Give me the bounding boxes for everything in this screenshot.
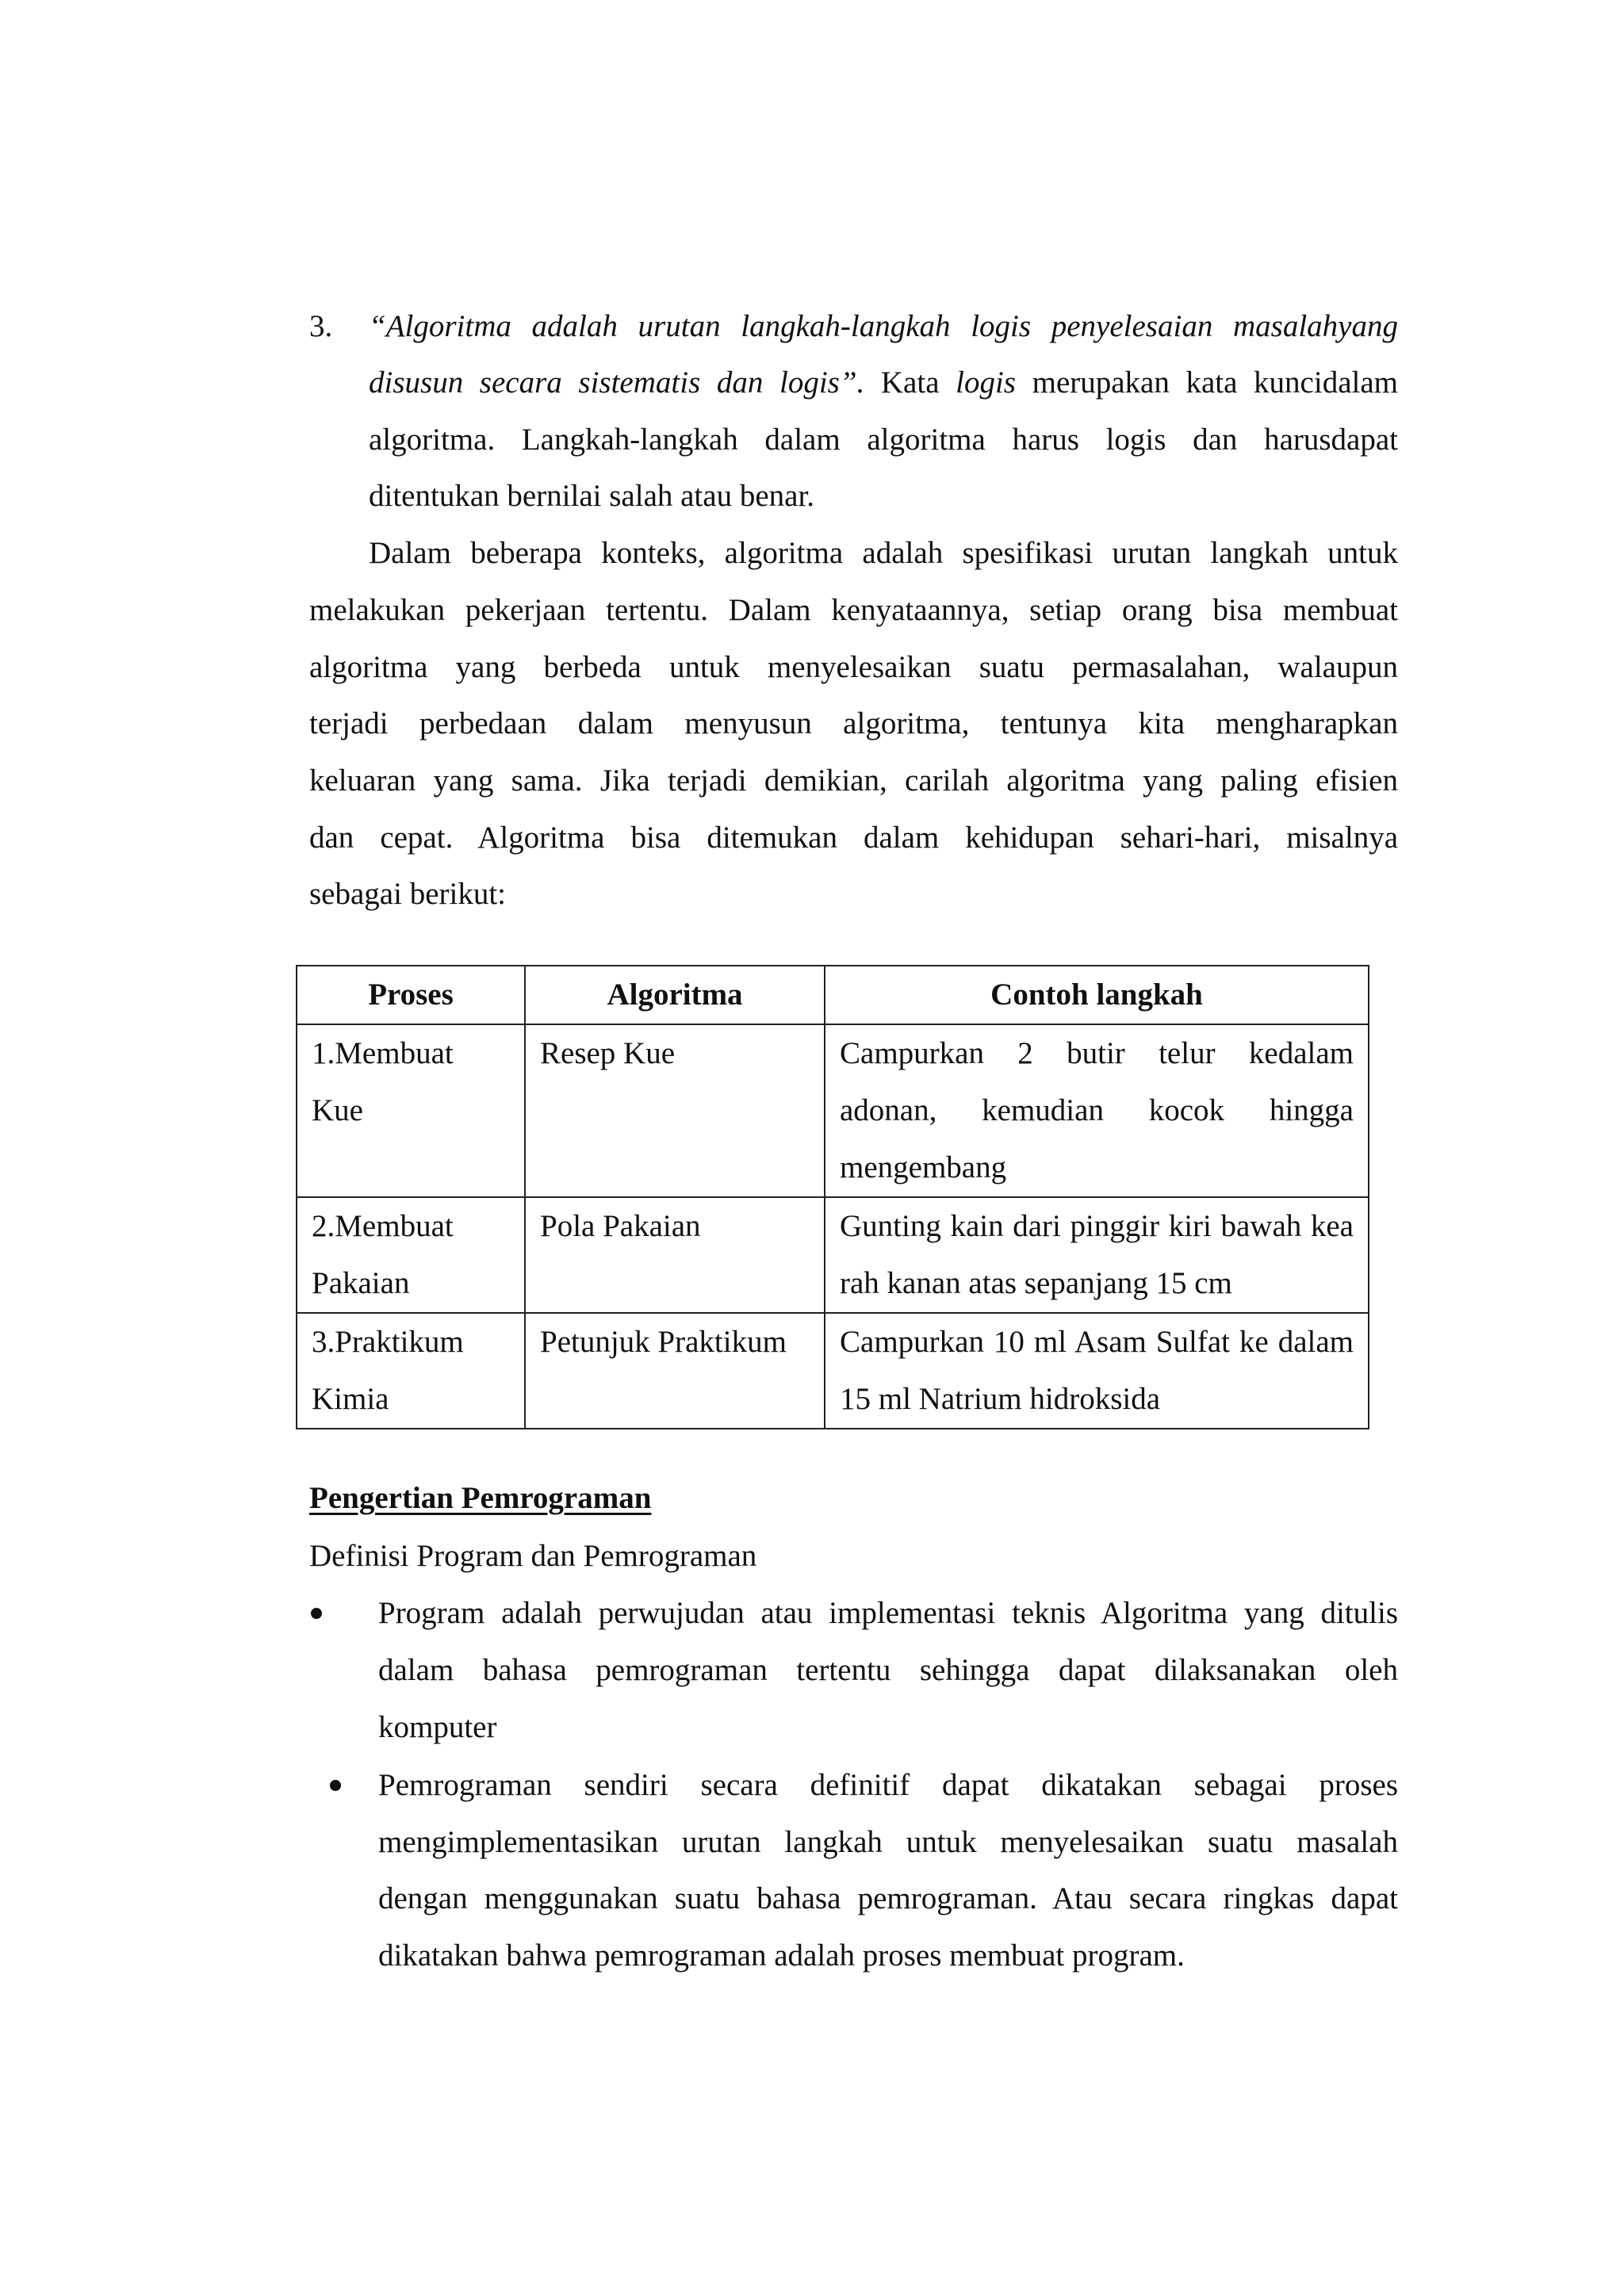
cell-algoritma: Pola Pakaian [525,1197,825,1313]
logis-term: logis [956,365,1016,400]
section-heading: Pengertian Pemrograman [309,1481,652,1515]
definition-quote-line-1: “Algoritma adalah urutan langkah-langkah logis penyelesaian masalahyang [369,309,1398,343]
bullet-1-line: dalam bahasa pemrograman tertentu sehingga dapat dilaksanakan oleh [378,1653,1398,1687]
quote-end: disusun secara sistematis dan logis”. [369,365,865,400]
table-row [297,1313,1369,1429]
header-algoritma: Algoritma [525,966,825,1024]
paragraph-line: sebagai berikut: [309,877,506,911]
bullet-1-line: Program adalah perwujudan atau implementasi teknis Algoritma yang ditulis [378,1596,1398,1630]
bullet-2-line: mengimplementasikan urutan langkah untuk menyelesaikan suatu masalah [378,1825,1398,1859]
text-fragment: merupakan kata kuncidalam [1016,365,1398,400]
cell-proses: 2.Membuat Pakaian [297,1197,525,1313]
table-header-row [297,966,1369,1024]
algorithm-examples-table [296,965,1369,1429]
header-proses: Proses [297,966,525,1024]
definition-quote-line-2 [369,367,1398,398]
definition-line-4: ditentukan bernilai salah atau benar. [369,479,815,513]
bullet-1-line: komputer [378,1710,497,1744]
paragraph-line: melakukan pekerjaan tertentu. Dalam kenyataannya, setiap orang bisa membuat [309,593,1398,627]
cell-proses: 1.Membuat Kue [297,1024,525,1197]
cell-contoh: Gunting kain dari pinggir kiri bawah kea rah kanan atas sepanjang 15 cm [825,1197,1369,1313]
definition-line-3: algoritma. Langkah-langkah dalam algoritma harus logis dan harusdapat [369,423,1398,457]
paragraph-line: Dalam beberapa konteks, algoritma adalah spesifikasi urutan langkah untuk [369,536,1398,570]
text-fragment: Kata [864,365,956,400]
paragraph-line: keluaran yang sama. Jika terjadi demikian, carilah algoritma yang paling efisien [309,763,1398,798]
paragraph-line: terjadi perbedaan dalam menyusun algoritma, tentunya kita mengharapkan [309,706,1398,740]
header-contoh-langkah: Contoh langkah [825,966,1369,1024]
bullet-dot-icon [311,1608,322,1619]
table-row [297,1024,1369,1197]
cell-contoh: Campurkan 2 butir telur kedalam adonan, kemudian kocok hingga mengembang [825,1024,1369,1197]
paragraph-line: algoritma yang berbeda untuk menyelesaikan suatu permasalahan, walaupun [309,650,1398,684]
cell-algoritma: Resep Kue [525,1024,825,1197]
bullet-2-line: dikatakan bahwa pemrograman adalah proses membuat program. [378,1938,1185,1973]
section-subtitle: Definisi Program dan Pemrograman [309,1539,757,1573]
paragraph-line: dan cepat. Algoritma bisa ditemukan dalam kehidupan sehari-hari, misalnya [309,821,1398,855]
cell-algoritma: Petunjuk Praktikum [525,1313,825,1429]
cell-proses: 3.Praktikum Kimia [297,1313,525,1429]
bullet-2-line: dengan menggunakan suatu bahasa pemrograman. Atau secara ringkas dapat [378,1881,1398,1915]
bullet-dot-icon [330,1780,341,1791]
table-row [297,1197,1369,1313]
bullet-2-line: Pemrograman sendiri secara definitif dapat dikatakan sebagai proses [378,1768,1398,1802]
cell-contoh: Campurkan 10 ml Asam Sulfat ke dalam 15 ml Natrium hidroksida [825,1313,1369,1429]
list-number: 3. [309,309,333,343]
